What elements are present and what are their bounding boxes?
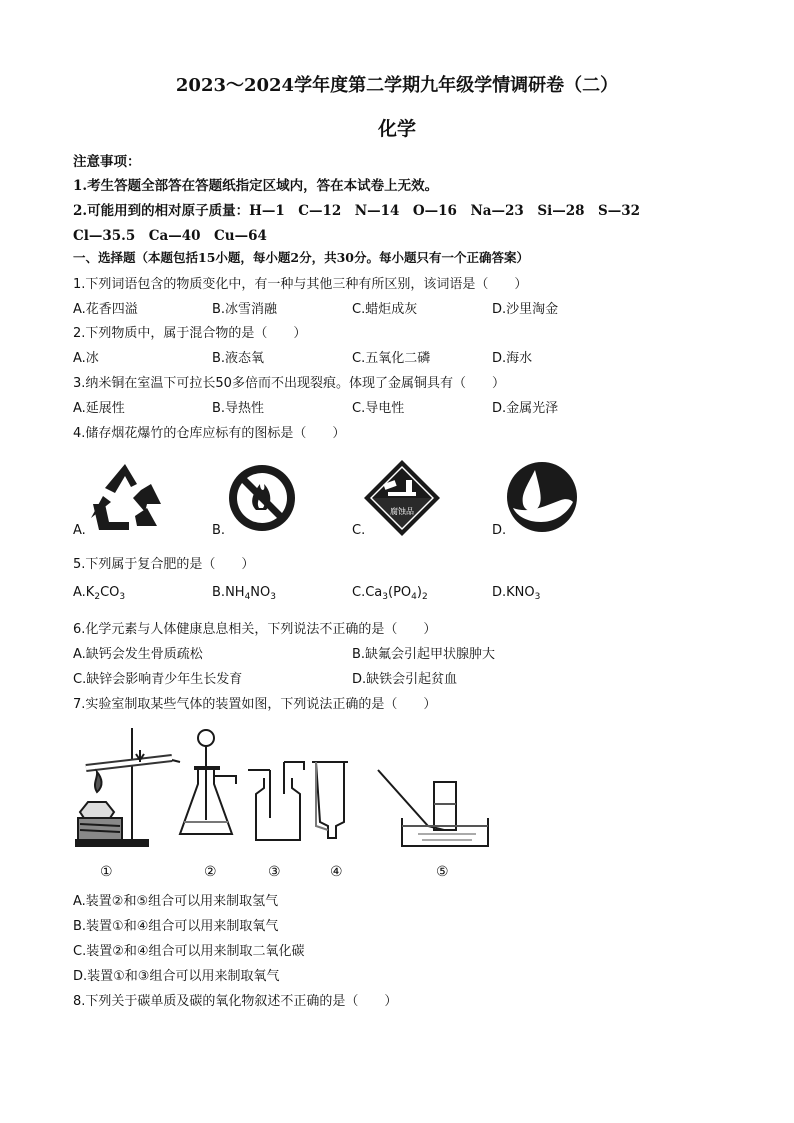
note-2: 2.可能用到的相对原子质量：H—1 C—12 N—14 O—16 Na—23 Si—28 S—32 bbox=[73, 203, 641, 219]
q7-option-b: B.装置①和④组合可以用来制取氧气 bbox=[73, 919, 279, 934]
q2-option-d: D.海水 bbox=[492, 351, 533, 366]
note-3: Cl—35.5 Ca—40 Cu—64 bbox=[73, 228, 267, 244]
no-fire-icon bbox=[226, 462, 298, 534]
section-heading: 一、选择题（本题包括15小题，每小题2分，共30分。每小题只有一个正确答案） bbox=[73, 250, 529, 265]
question-6-stem: 6.化学元素与人体健康息息相关，下列说法不正确的是（ ） bbox=[73, 622, 437, 637]
notes-heading: 注意事项： bbox=[73, 154, 141, 170]
q1-option-d: D.沙里淘金 bbox=[492, 302, 559, 317]
q5-option-a: $A.K_2CO_3$ bbox=[73, 585, 126, 602]
apparatus-label-2: ② bbox=[204, 864, 217, 880]
q4-option-c: C. bbox=[352, 523, 366, 538]
q6-option-d: D.缺铁会引起贫血 bbox=[352, 672, 458, 687]
q3-option-b: B.导热性 bbox=[212, 401, 265, 416]
water-drop-icon bbox=[505, 460, 579, 534]
q6-option-a: A.缺钙会发生骨质疏松 bbox=[73, 647, 203, 662]
q3-option-a: A.延展性 bbox=[73, 401, 125, 416]
corrosive-icon bbox=[362, 458, 442, 538]
q3-option-c: C.导电性 bbox=[352, 401, 405, 416]
q7-option-a: A.装置②和⑤组合可以用来制取氢气 bbox=[73, 894, 279, 909]
q6-option-b: B.缺氟会引起甲状腺肿大 bbox=[352, 647, 496, 662]
q2-option-c: C.五氧化二磷 bbox=[352, 351, 431, 366]
q5-option-d: $D.KNO_3$ bbox=[492, 585, 541, 602]
question-7-stem: 7.实验室制取某些气体的装置如图，下列说法正确的是（ ） bbox=[73, 697, 437, 712]
q6-option-c: C.缺锌会影响青少年生长发育 bbox=[73, 672, 243, 687]
subject-title: 化学 bbox=[377, 118, 416, 140]
q7-option-c: C.装置②和④组合可以用来制取二氧化碳 bbox=[73, 944, 305, 959]
question-1-stem: 1.下列词语包含的物质变化中，有一种与其他三种有所区别，该词语是（ ） bbox=[73, 277, 528, 292]
q5-option-c: $C.Ca_3(PO_4)_2$ bbox=[352, 585, 428, 602]
apparatus-label-3: ③ bbox=[268, 864, 281, 880]
exam-title: 2023～2024学年度第二学期九年级学情调研卷（二） bbox=[175, 75, 619, 96]
q4-option-a: A. bbox=[73, 523, 86, 538]
lab-apparatus-figure bbox=[72, 722, 492, 850]
q1-option-a: A.花香四溢 bbox=[73, 302, 138, 317]
q4-option-d: D. bbox=[492, 523, 507, 538]
question-2-stem: 2.下列物质中，属于混合物的是（ ） bbox=[73, 326, 307, 341]
q4-option-b: B. bbox=[212, 523, 226, 538]
question-8-stem: 8.下列关于碳单质及碳的氧化物叙述不正确的是（ ） bbox=[73, 994, 398, 1009]
q2-option-a: A.冰 bbox=[73, 351, 99, 366]
apparatus-label-5: ⑤ bbox=[436, 864, 449, 880]
q1-option-c: C.蜡炬成灰 bbox=[352, 302, 418, 317]
q7-option-d: D.装置①和③组合可以用来制取氧气 bbox=[73, 969, 280, 984]
q1-option-b: B.冰雪消融 bbox=[212, 302, 278, 317]
question-3-stem: 3.纳米铜在室温下可拉长50多倍而不出现裂痕。体现了金属铜具有（ ） bbox=[73, 376, 505, 391]
question-5-stem: 5.下列属于复合肥的是（ ） bbox=[73, 557, 255, 572]
q3-option-d: D.金属光泽 bbox=[492, 401, 559, 416]
q2-option-b: B.液态氧 bbox=[212, 351, 265, 366]
recycle-icon bbox=[85, 460, 165, 532]
q5-option-b: $B.NH_4NO_3$ bbox=[212, 585, 276, 602]
note-1: 1.考生答题全部答在答题纸指定区域内，答在本试卷上无效。 bbox=[73, 178, 439, 194]
apparatus-label-4: ④ bbox=[330, 864, 343, 880]
corrosive-label: 腐蚀品 bbox=[390, 507, 414, 516]
question-4-stem: 4.储存烟花爆竹的仓库应标有的图标是（ ） bbox=[73, 426, 346, 441]
apparatus-label-1: ① bbox=[100, 864, 113, 880]
